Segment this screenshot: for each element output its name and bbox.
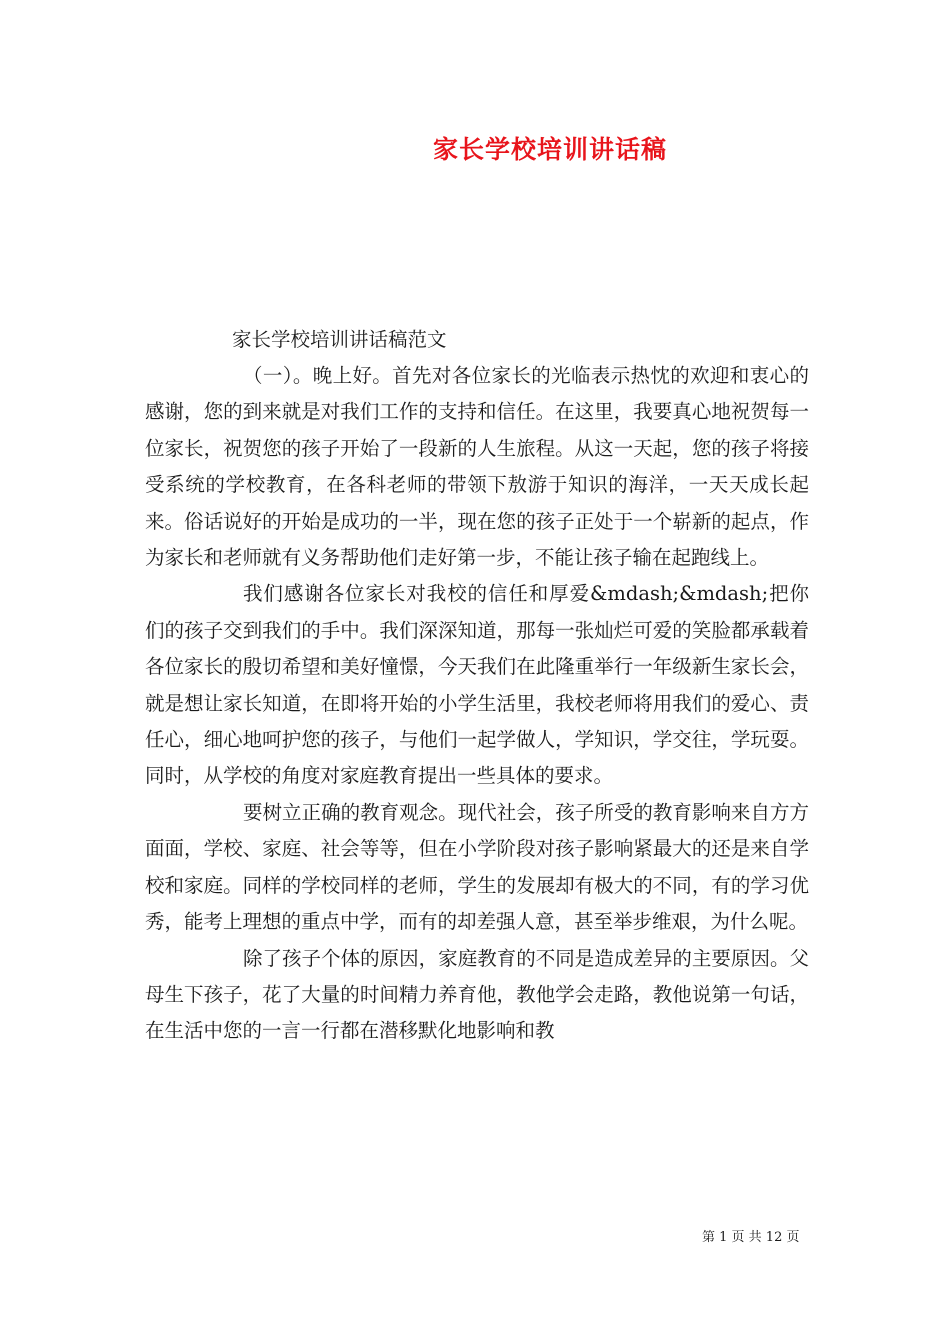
body-paragraph: 我们感谢各位家长对我校的信任和厚爱&mdash;&mdash;把你们的孩子交到我们的手中。我们深深知道，那每一张灿烂可爱的笑脸都承载着各位家长的殷切希望和美好憧憬，今天我们在此隆重举行一年级新生家长会，就是想让家长知道，在即将开始的小学生活里，我校老师将用我们的爱心、责任心，细心地呵护您的孩子，与他们一起学做人，学知识，学交往，学玩耍。同时，从学校的角度对家庭教育提出一些具体的要求。 [145, 582, 809, 788]
document-body [145, 358, 809, 1050]
document-subtitle: 家长学校培训讲话稿范文 [232, 328, 447, 351]
body-paragraph: 除了孩子个体的原因，家庭教育的不同是造成差异的主要原因。父母生下孩子，花了大量的时间精力养育他，教他学会走路，教他说第一句话，在生活中您的一言一行都在潜移默化地影响和教 [145, 946, 809, 1043]
document-title: 家长学校培训讲话稿 [432, 135, 667, 164]
body-paragraph: （一）。晚上好。首先对各位家长的光临表示热忱的欢迎和衷心的感谢，您的到来就是对我们工作的支持和信任。在这里，我要真心地祝贺每一位家长，祝贺您的孩子开始了一段新的人生旅程。从这一天起，您的孩子将接受系统的学校教育，在各科老师的带领下敖游于知识的海洋，一天天成长起来。俗话说好的开始是成功的一半，现在您的孩子正处于一个崭新的起点，作为家长和老师就有义务帮助他们走好第一步，不能让孩子输在起跑线上。 [145, 364, 809, 570]
body-paragraph: 要树立正确的教育观念。现代社会，孩子所受的教育影响来自方方面面，学校、家庭、社会等等，但在小学阶段对孩子影响紧最大的还是来自学校和家庭。同样的学校同样的老师，学生的发展却有极大的不同，有的学习优秀，能考上理想的重点中学，而有的却差强人意，甚至举步维艰，为什么呢。 [145, 800, 809, 934]
page-number-footer: 第 1 页 共 12 页 [702, 1230, 800, 1245]
